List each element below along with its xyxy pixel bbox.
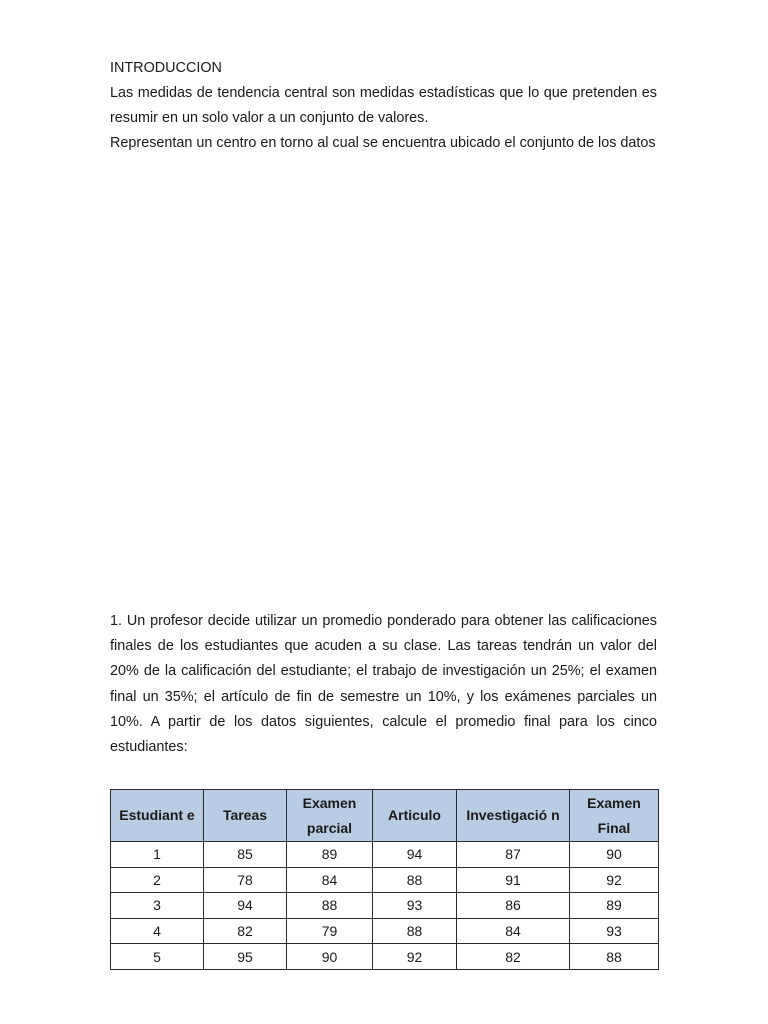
table-cell: 90 (570, 842, 659, 868)
table-cell: 89 (287, 842, 373, 868)
header-investigacion: Investigació n (457, 790, 570, 842)
table-cell: 91 (457, 867, 570, 893)
table-cell: 82 (457, 944, 570, 970)
grades-table (110, 789, 659, 970)
table-cell: 94 (373, 842, 457, 868)
table-row (111, 867, 659, 893)
section-heading: INTRODUCCION (110, 60, 222, 76)
table-cell: 92 (570, 867, 659, 893)
table-cell: 2 (111, 867, 204, 893)
table-row (111, 893, 659, 919)
table-cell: 88 (373, 918, 457, 944)
table-cell: 90 (287, 944, 373, 970)
table-cell: 88 (287, 893, 373, 919)
header-articulo: Articulo (373, 790, 457, 842)
problem-statement (110, 609, 657, 760)
table-row (111, 842, 659, 868)
table-cell: 87 (457, 842, 570, 868)
intro-paragraph: Las medidas de tendencia central son medidas estadísticas que lo que pretenden es resumir en un solo valor a un conjunto de valores. (110, 85, 657, 127)
table-cell: 5 (111, 944, 204, 970)
table-row (111, 944, 659, 970)
table-cell: 4 (111, 918, 204, 944)
table-cell: 88 (570, 944, 659, 970)
table-row (111, 918, 659, 944)
table-cell: 93 (570, 918, 659, 944)
header-tareas: Tareas (204, 790, 287, 842)
table-cell: 95 (204, 944, 287, 970)
table-cell: 85 (204, 842, 287, 868)
table-cell: 93 (373, 893, 457, 919)
table-cell: 94 (204, 893, 287, 919)
table-cell: 86 (457, 893, 570, 919)
header-examen-parcial: Examen parcial (287, 790, 373, 842)
table-cell: 78 (204, 867, 287, 893)
table-cell: 84 (457, 918, 570, 944)
problem-paragraph: 1. Un profesor decide utilizar un promedio ponderado para obtener las calificaciones finales de los estudiantes que acuden a su clase. Las tareas tendrán un valor del 20% de la calificación del estudiante; el trabajo de investigación un 25%; el examen final un 35%; el artículo de fin de semestre un 10%, y los exámenes parciales un 10%. A partir de los datos siguientes, calcule el promedio final para los cinco estudiantes: (110, 613, 657, 756)
table-cell: 88 (373, 867, 457, 893)
table-cell: 1 (111, 842, 204, 868)
table-cell: 3 (111, 893, 204, 919)
intro-text (110, 81, 657, 157)
header-estudiante: Estudiant e (111, 790, 204, 842)
table-cell: 89 (570, 893, 659, 919)
table-header-row (111, 790, 659, 842)
table-cell: 79 (287, 918, 373, 944)
table-cell: 84 (287, 867, 373, 893)
table-cell: 92 (373, 944, 457, 970)
header-examen-final: Examen Final (570, 790, 659, 842)
intro-paragraph: Representan un centro en torno al cual se encuentra ubicado el conjunto de los datos (110, 135, 656, 152)
table-cell: 82 (204, 918, 287, 944)
